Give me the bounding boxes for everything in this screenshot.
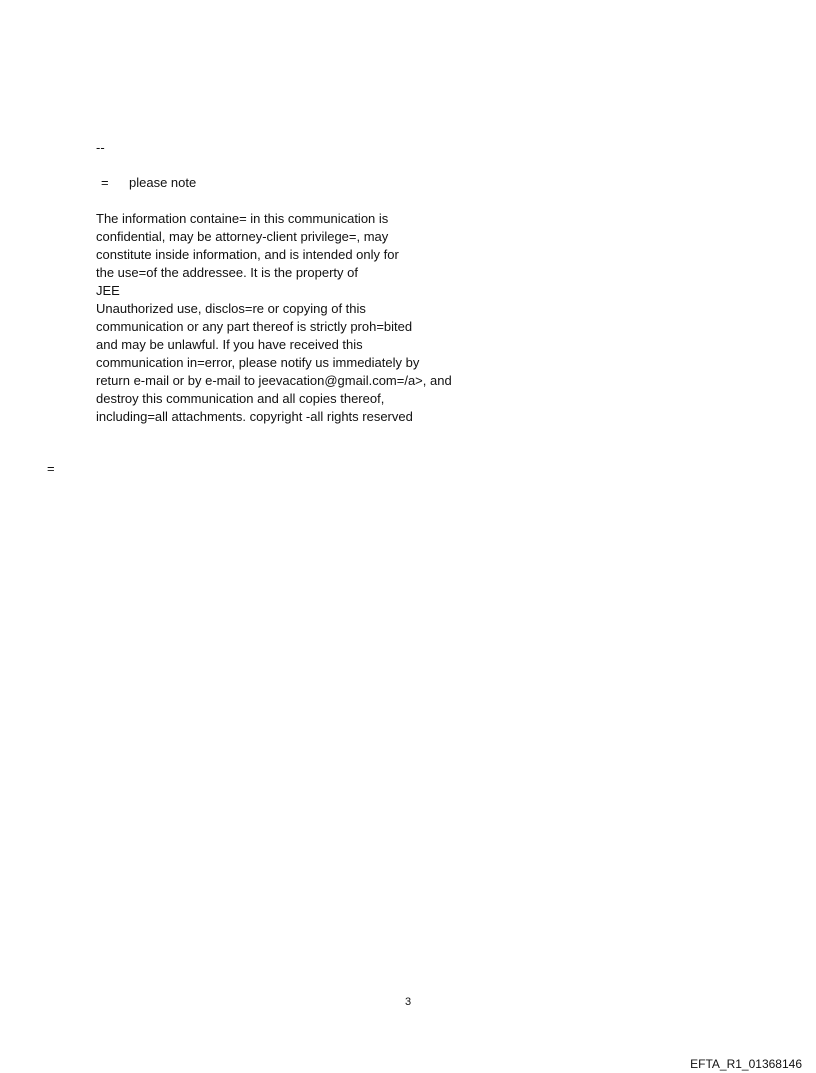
disclaimer-line: communication or any part thereof is strictly proh=bited [96,319,413,334]
disclaimer-line: destroy this communication and all copies thereof, [96,391,385,406]
confidentiality-disclaimer [96,210,516,426]
disclaimer-line: The information containe= in this communication is [96,211,389,226]
bates-number: EFTA_R1_01368146 [690,1057,802,1071]
disclaimer-line: communication in=error, please notify us immediately by [96,355,420,370]
signature-separator: -- [96,140,105,155]
disclaimer-line: and may be unlawful. If you have received this [96,337,363,352]
page-number: 3 [404,996,412,1008]
disclaimer-line: the use=of the addressee. It is the property of [96,265,358,280]
note-marker: = [101,175,109,190]
disclaimer-line: constitute inside information, and is intended only for [96,247,399,262]
disclaimer-line: confidential, may be attorney-client privilege=, may [96,229,389,244]
disclaimer-line: JEE [96,283,120,298]
note-line [101,175,196,191]
disclaimer-line: return e-mail or by e-mail to jeevacation@gmail.com=/a>, and [96,373,452,388]
trailing-marker: = [47,461,55,476]
disclaimer-line: Unauthorized use, disclos=re or copying of this [96,301,366,316]
note-text: please note [129,175,197,190]
disclaimer-line: including=all attachments. copyright -all rights reserved [96,409,413,424]
